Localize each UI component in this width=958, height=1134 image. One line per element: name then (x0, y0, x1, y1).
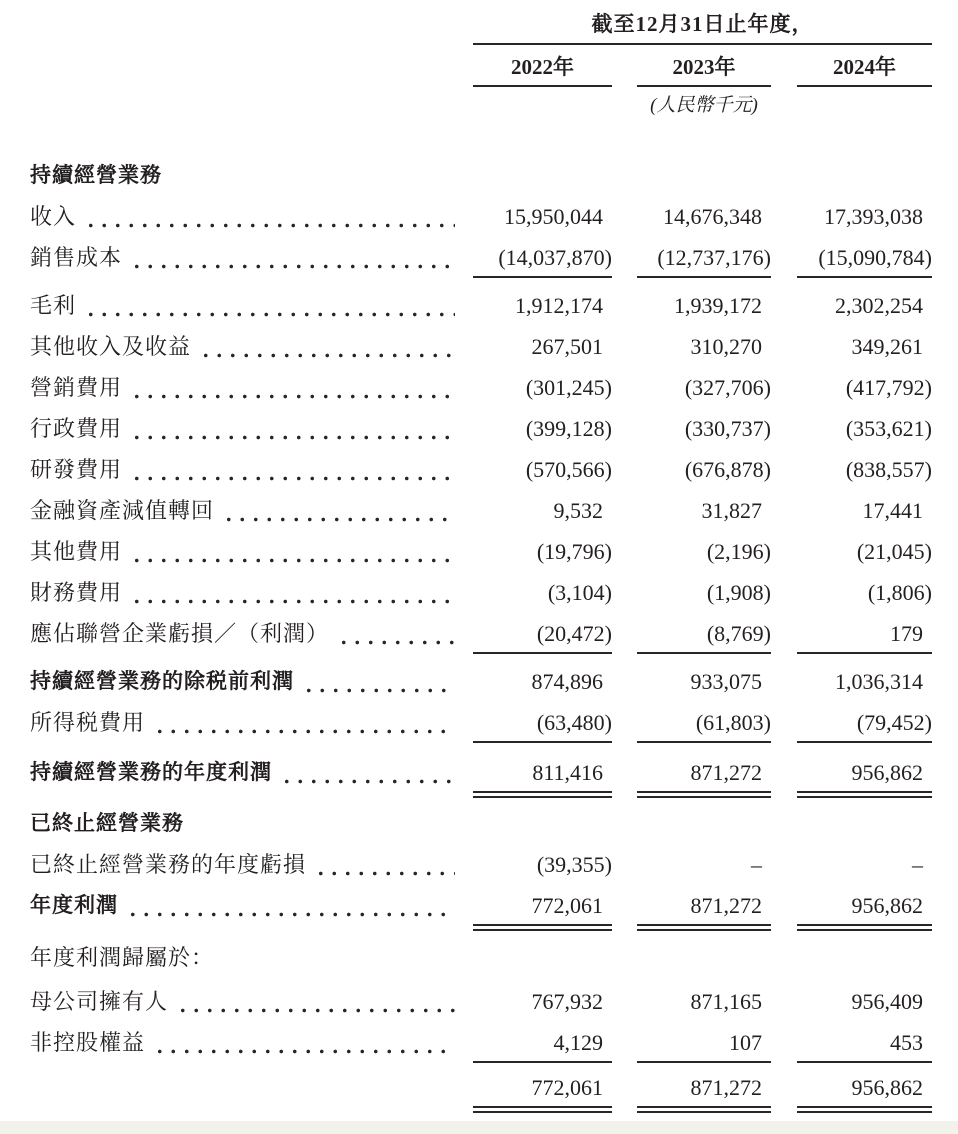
value-2023: – (751, 852, 762, 877)
value-2023: 14,676,348 (663, 204, 762, 229)
row-label-cell (30, 885, 473, 926)
row-label: 財務費用 (30, 580, 123, 605)
value-2023 (637, 937, 771, 978)
value-2024: 179 (797, 613, 932, 654)
dot-leader (130, 449, 455, 490)
value-2024 (797, 803, 932, 844)
value-2024: 956,409 (851, 989, 923, 1014)
value-2024: 17,393,038 (824, 204, 923, 229)
column-gap (771, 45, 797, 87)
row-label: 金融資產減值轉回 (30, 498, 215, 523)
row-label-cell (30, 844, 473, 885)
dot-leader (302, 661, 455, 702)
row-label-cell (30, 752, 473, 793)
value-2024: (1,806) (867, 580, 932, 605)
row-discontinued-operations-header (30, 803, 932, 844)
value-2023: 871,272 (637, 752, 771, 793)
row-reversal-impairment-financial-assets (30, 490, 932, 531)
value-2023: (2,196) (706, 539, 771, 564)
value-2022: (39,355) (536, 852, 612, 877)
value-2023: (330,737) (684, 416, 771, 441)
row-label: 已終止經營業務 (30, 812, 184, 835)
row-continuing-operations-header (30, 155, 932, 196)
row-non-controlling-interests (30, 1022, 932, 1063)
value-2024 (797, 937, 932, 978)
dot-leader (337, 613, 455, 654)
value-2023: (676,878) (684, 457, 771, 482)
value-2022: (570,566) (525, 457, 612, 482)
year-column-2024: 2024年 (797, 45, 932, 87)
value-2024: (79,452) (797, 702, 932, 743)
row-attributable-to-header (30, 937, 932, 978)
row-label-cell (30, 1067, 473, 1108)
row-label-cell (30, 803, 473, 844)
row-label-cell (30, 237, 473, 278)
dot-leader (199, 326, 455, 367)
value-2024: (417,792) (845, 375, 932, 400)
row-label-cell (30, 490, 473, 531)
value-2023: 1,939,172 (674, 293, 762, 318)
value-2022: 9,532 (553, 498, 603, 523)
row-label: 其他收入及收益 (30, 334, 192, 359)
value-2022: (399,128) (525, 416, 612, 441)
value-2024: – (912, 852, 923, 877)
dot-leader (314, 844, 455, 885)
value-2023 (637, 803, 771, 844)
row-administrative-expenses (30, 408, 932, 449)
row-total-profit-for-year (30, 1067, 932, 1108)
row-label-cell (30, 449, 473, 490)
value-2022: 772,061 (473, 1067, 612, 1108)
row-label-cell (30, 1022, 473, 1063)
value-2022: (3,104) (547, 580, 612, 605)
dot-leader (222, 490, 455, 531)
row-label: 年度利潤 (30, 894, 118, 917)
row-selling-expenses (30, 367, 932, 408)
value-2023: 107 (637, 1022, 771, 1063)
value-2023: 933,075 (690, 669, 762, 694)
value-2022: (14,037,870) (473, 237, 612, 278)
table-header (473, 12, 932, 118)
value-2024: (353,621) (845, 416, 932, 441)
value-2023: (8,769) (637, 613, 771, 654)
value-2022: 767,932 (531, 989, 603, 1014)
row-label-cell (30, 572, 473, 613)
row-label: 母公司擁有人 (30, 989, 169, 1014)
value-2023: (327,706) (684, 375, 771, 400)
page-bottom-strip (0, 1121, 958, 1134)
row-rd-expenses (30, 449, 932, 490)
row-label: 收入 (30, 204, 77, 229)
value-2022: (20,472) (473, 613, 612, 654)
year-column-2022: 2022年 (473, 45, 612, 87)
row-other-income-and-gains (30, 326, 932, 367)
value-2023 (637, 155, 771, 196)
row-income-tax-expense (30, 702, 932, 743)
value-2022: 874,896 (531, 669, 603, 694)
row-label-cell (30, 196, 473, 237)
value-2024: 453 (797, 1022, 932, 1063)
value-2024: 17,441 (862, 498, 923, 523)
row-profit-for-year (30, 885, 932, 926)
dot-leader (130, 572, 455, 613)
value-2024 (797, 155, 932, 196)
value-2023: 31,827 (701, 498, 762, 523)
value-2024: 956,862 (797, 1067, 932, 1108)
row-label: 非控股權益 (30, 1030, 146, 1055)
dot-leader (280, 752, 455, 793)
row-label-cell (30, 155, 473, 196)
row-gross-profit (30, 285, 932, 326)
dot-leader (130, 237, 455, 278)
dot-leader (126, 885, 455, 926)
value-2023: (61,803) (637, 702, 771, 743)
row-label-cell (30, 531, 473, 572)
value-2023: 871,272 (637, 885, 771, 926)
row-label: 持續經營業務的年度利潤 (30, 761, 272, 784)
row-profit-for-year-continuing (30, 752, 932, 793)
value-2022 (473, 155, 612, 196)
row-label: 毛利 (30, 293, 77, 318)
value-2024: (15,090,784) (797, 237, 932, 278)
value-2023: 310,270 (690, 334, 762, 359)
column-gap (612, 45, 637, 87)
value-2023: (12,737,176) (637, 237, 771, 278)
period-header: 截至12月31日止年度， (473, 12, 932, 45)
value-2022 (473, 803, 612, 844)
dot-leader (84, 196, 455, 237)
row-cost-of-sales (30, 237, 932, 278)
value-2022: 4,129 (473, 1022, 612, 1063)
value-2024: (21,045) (856, 539, 932, 564)
row-label: 研發費用 (30, 457, 123, 482)
row-other-expenses (30, 531, 932, 572)
value-2022: 1,912,174 (515, 293, 603, 318)
dot-leader (153, 702, 455, 743)
year-column-2023: 2023年 (637, 45, 771, 87)
value-2024: 2,302,254 (835, 293, 923, 318)
value-2023: (1,908) (706, 580, 771, 605)
dot-leader (84, 285, 455, 326)
value-2022: 772,061 (473, 885, 612, 926)
row-label: 所得税費用 (30, 710, 146, 735)
row-label-cell (30, 981, 473, 1022)
row-label: 持續經營業務的除税前利潤 (30, 670, 294, 693)
row-label: 行政費用 (30, 416, 123, 441)
row-finance-costs (30, 572, 932, 613)
row-label-cell (30, 661, 473, 702)
value-2022: (301,245) (525, 375, 612, 400)
dot-leader (130, 367, 455, 408)
value-2022: (63,480) (473, 702, 612, 743)
row-label: 銷售成本 (30, 245, 123, 270)
value-2022: 811,416 (473, 752, 612, 793)
value-2024: 956,862 (797, 885, 932, 926)
dot-leader (176, 981, 455, 1022)
value-2023: 871,272 (637, 1067, 771, 1108)
value-2024: 956,862 (797, 752, 932, 793)
dot-leader (130, 531, 455, 572)
value-2024: 349,261 (851, 334, 923, 359)
value-2022: 267,501 (531, 334, 603, 359)
row-profit-before-tax-continuing (30, 661, 932, 702)
value-2022 (473, 937, 612, 978)
row-label-cell (30, 937, 473, 978)
row-label: 營銷費用 (30, 375, 123, 400)
currency-unit-note: (人民幣千元) (650, 95, 758, 116)
year-columns-header (473, 45, 932, 87)
row-loss-for-year-discontinued (30, 844, 932, 885)
row-label-cell (30, 613, 473, 654)
row-label: 持續經營業務 (30, 164, 162, 187)
row-revenue (30, 196, 932, 237)
row-label-cell (30, 326, 473, 367)
row-label-cell (30, 408, 473, 449)
income-statement-rows (30, 155, 932, 1108)
row-label-cell (30, 367, 473, 408)
dot-leader (153, 1022, 455, 1063)
row-label: 其他費用 (30, 539, 123, 564)
row-label: 年度利潤歸屬於： (30, 945, 215, 970)
value-2024: (838,557) (845, 457, 932, 482)
value-2023: 871,165 (690, 989, 762, 1014)
row-owners-of-parent (30, 981, 932, 1022)
row-label: 應佔聯營企業虧損／（利潤） (30, 621, 330, 646)
value-2024: 1,036,314 (835, 669, 923, 694)
row-label-cell (30, 285, 473, 326)
value-2022: (19,796) (536, 539, 612, 564)
row-share-of-associates-loss-profit (30, 613, 932, 654)
row-label: 已終止經營業務的年度虧損 (30, 852, 307, 877)
dot-leader (130, 408, 455, 449)
value-2022: 15,950,044 (504, 204, 603, 229)
row-label-cell (30, 702, 473, 743)
